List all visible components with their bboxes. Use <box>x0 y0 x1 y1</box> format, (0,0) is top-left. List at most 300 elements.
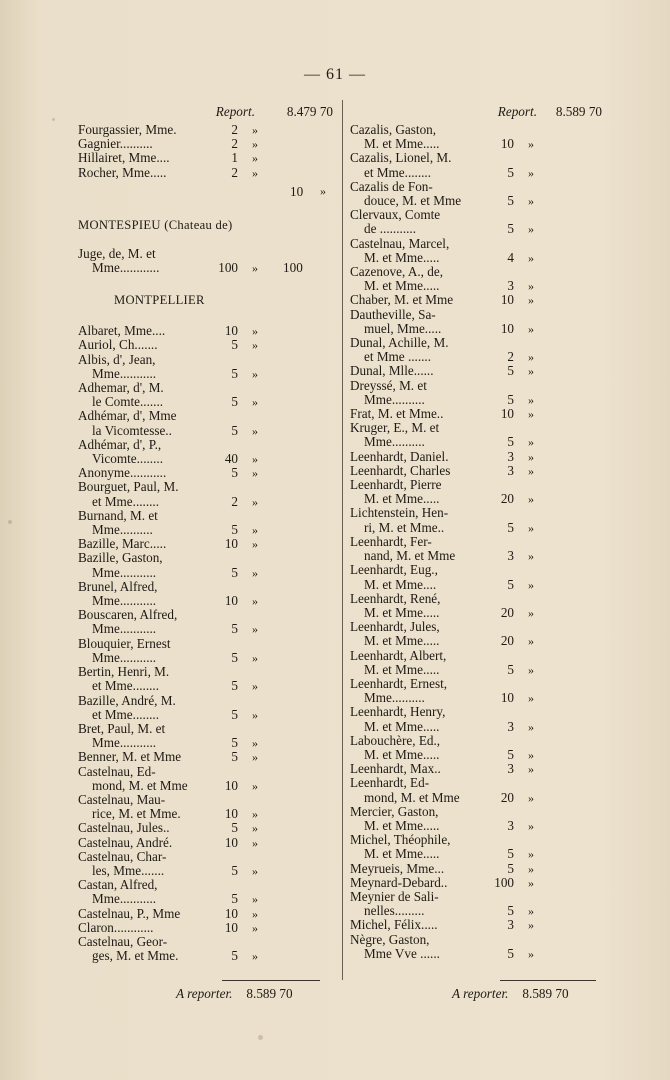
donor-name: Bazille, André, M. <box>78 692 176 708</box>
donor-entry <box>78 324 333 338</box>
donor-name-continuation: Mme Vve ...... <box>364 945 440 961</box>
donor-name: Castan, Alfred, <box>78 877 158 893</box>
donation-amount: 20 <box>500 491 514 507</box>
ditto-mark: » <box>528 407 534 422</box>
donor-entry <box>350 563 602 591</box>
donor-name: Mercier, Gaston, <box>350 803 439 819</box>
donation-amount: 5 <box>507 661 514 677</box>
section-heading: MONTPELLIER <box>114 293 205 308</box>
donor-entry <box>78 921 333 935</box>
ditto-mark: » <box>252 494 258 509</box>
donation-amount: 2 <box>231 164 238 180</box>
subtotal-line <box>78 180 333 206</box>
donor-name-continuation: M. et Mme..... <box>364 633 440 649</box>
donor-entry <box>350 421 602 449</box>
donor-name: Bertin, Henri, M. <box>78 664 170 680</box>
left-column <box>78 104 333 963</box>
carry-over-total: 8.589 70 <box>246 986 293 1001</box>
ditto-mark: » <box>528 222 534 237</box>
carry-over-label: A reporter. <box>176 986 233 1001</box>
carry-over-line <box>452 986 569 1002</box>
donor-entry <box>78 166 333 180</box>
donor-name-continuation: muel, Mme..... <box>364 320 442 336</box>
ditto-mark: » <box>252 750 258 765</box>
donor-entry <box>350 805 602 833</box>
donor-name-continuation: Mme........... <box>92 365 157 381</box>
donor-name-continuation: M. et Mme..... <box>364 817 440 833</box>
donor-entry <box>78 608 333 636</box>
donor-entry <box>78 353 333 381</box>
donor-entry <box>78 694 333 722</box>
donation-amount: 40 <box>224 451 238 467</box>
column-divider <box>342 100 343 980</box>
donor-entry <box>350 379 602 407</box>
ditto-mark: » <box>252 807 258 822</box>
donor-entry <box>78 665 333 693</box>
donor-name-continuation: Mme........... <box>92 564 157 580</box>
total-rule <box>222 980 320 981</box>
donation-amount: 5 <box>507 164 514 180</box>
donor-entry <box>78 247 333 275</box>
donation-amount: 10 <box>224 806 238 822</box>
donor-name: Dautheville, Sa- <box>350 306 436 322</box>
ditto-mark: » <box>252 906 258 921</box>
donor-name-continuation: le Comte....... <box>92 394 164 410</box>
ditto-mark: » <box>528 918 534 933</box>
donation-amount: 10 <box>224 536 238 552</box>
donation-amount: 5 <box>507 576 514 592</box>
ditto-mark: » <box>528 165 534 180</box>
donor-entry <box>78 722 333 750</box>
donor-entry <box>350 762 602 776</box>
donor-name: Castelnau, P., Mme <box>78 905 181 921</box>
donor-name: Castelnau, Ed- <box>78 763 156 779</box>
ditto-mark: » <box>252 707 258 722</box>
report-label: Report. <box>497 104 537 119</box>
donor-name: Leenhardt, Ed- <box>350 775 430 791</box>
donor-name: Albaret, Mme.... <box>78 323 166 339</box>
ditto-mark: » <box>252 892 258 907</box>
donor-name: Meyrueis, Mme... <box>350 860 445 876</box>
donor-name: Frat, M. et Mme.. <box>350 406 444 422</box>
ditto-mark: » <box>528 605 534 620</box>
donor-name: Leenhardt, Max.. <box>350 761 441 777</box>
ditto-mark: » <box>252 622 258 637</box>
donation-amount: 5 <box>507 860 514 876</box>
paper-blemish <box>52 118 55 121</box>
donor-entry <box>350 876 602 890</box>
donation-amount: 10 <box>224 834 238 850</box>
donor-entry <box>78 381 333 409</box>
ditto-mark: » <box>252 949 258 964</box>
ditto-mark: » <box>528 435 534 450</box>
donation-amount: 5 <box>231 422 238 438</box>
ditto-mark: » <box>528 904 534 919</box>
donor-name-continuation: Mme.......... <box>364 391 425 407</box>
donation-amount: 10 <box>500 690 514 706</box>
donor-name-continuation: douce, M. et Mme <box>364 193 462 209</box>
donor-entry <box>350 151 602 179</box>
ditto-mark: » <box>252 778 258 793</box>
donor-name-continuation: M. et Mme.... <box>364 576 437 592</box>
donor-name: Leenhardt, Pierre <box>350 477 442 493</box>
donor-entry <box>78 537 333 551</box>
donor-entry <box>350 364 602 378</box>
donor-entry <box>350 464 602 478</box>
ditto-mark: » <box>528 137 534 152</box>
ditto-mark: » <box>528 790 534 805</box>
ditto-mark: » <box>252 165 258 180</box>
donation-amount: 5 <box>507 519 514 535</box>
donor-name: Meynard-Debard.. <box>350 874 448 890</box>
donation-amount: 2 <box>231 136 238 152</box>
donation-amount: 5 <box>231 948 238 964</box>
donor-name-continuation: M. et Mme..... <box>364 661 440 677</box>
ditto-mark: » <box>528 875 534 890</box>
donor-name-continuation: et Mme ....... <box>364 349 432 365</box>
ditto-mark: » <box>252 423 258 438</box>
donor-name: Dreyssé, M. et <box>350 377 427 393</box>
donor-name-continuation: Mme........... <box>92 649 157 665</box>
donor-entry <box>78 123 333 137</box>
donor-entry <box>350 705 602 733</box>
ditto-mark: » <box>252 920 258 935</box>
ditto-mark: » <box>528 549 534 564</box>
donor-list <box>78 324 333 963</box>
donor-name: Leenhardt, Charles <box>350 462 451 478</box>
donor-name: Brunel, Alfred, <box>78 578 158 594</box>
donor-name-continuation: M. et Mme..... <box>364 136 440 152</box>
donor-name-continuation: M. et Mme..... <box>364 846 440 862</box>
carry-over-label: A reporter. <box>452 986 509 1001</box>
paper-blemish <box>8 520 12 524</box>
donor-name: Leenhardt, Eug., <box>350 562 438 578</box>
donation-amount: 10 <box>224 905 238 921</box>
donor-name: Blouquier, Ernest <box>78 635 171 651</box>
donation-amount: 20 <box>500 789 514 805</box>
donor-name-continuation: Mme........... <box>92 891 157 907</box>
donor-entry <box>350 293 602 307</box>
right-column <box>350 104 602 961</box>
donor-name: Rocher, Mme..... <box>78 164 167 180</box>
donor-name: Labouchère, Ed., <box>350 732 441 748</box>
donation-amount: 5 <box>231 891 238 907</box>
ditto-mark: » <box>528 861 534 876</box>
donor-name-continuation: Mme.......... <box>364 434 425 450</box>
donor-entry <box>350 208 602 236</box>
donation-amount: 3 <box>507 448 514 464</box>
donor-name: Anonyme........... <box>78 465 167 481</box>
donation-amount: 3 <box>507 817 514 833</box>
donor-name: Lichtenstein, Hen- <box>350 505 449 521</box>
donor-name-continuation: nand, M. et Mme <box>364 548 456 564</box>
ditto-mark: » <box>252 679 258 694</box>
donor-list <box>350 123 602 961</box>
donor-name: Bazille, Marc..... <box>78 536 167 552</box>
donation-amount: 5 <box>231 522 238 538</box>
donor-entry <box>78 750 333 764</box>
ditto-mark: » <box>252 123 258 137</box>
donor-name: Michel, Théophile, <box>350 832 451 848</box>
donor-entry <box>350 336 602 364</box>
donor-name-continuation: mond, M. et Mme <box>92 777 188 793</box>
donor-name-continuation: Mme........... <box>92 735 157 751</box>
ditto-mark: » <box>528 293 534 308</box>
carry-over-total: 8.589 70 <box>522 986 569 1001</box>
donor-name: Cazalis de Fon- <box>350 178 433 194</box>
donor-entry <box>350 776 602 804</box>
donation-amount: 1 <box>231 150 238 166</box>
donation-amount: 5 <box>231 678 238 694</box>
total-rule <box>500 980 596 981</box>
ditto-mark: » <box>528 392 534 407</box>
donation-amount: 5 <box>231 365 238 381</box>
ditto-mark: » <box>528 321 534 336</box>
donor-name: Adhemar, d', M. <box>78 380 164 396</box>
subtotal-value: 10 <box>290 183 304 199</box>
donor-name: Castelnau, Geor- <box>78 933 168 949</box>
ditto-mark: » <box>528 449 534 464</box>
ditto-mark: » <box>528 577 534 592</box>
donor-entry <box>350 237 602 265</box>
donation-amount: 5 <box>231 649 238 665</box>
paper-blemish <box>258 1035 263 1040</box>
donation-amount: 5 <box>507 434 514 450</box>
donor-entry <box>350 180 602 208</box>
donor-name-continuation: Vicomte........ <box>92 451 163 467</box>
donation-amount: 10 <box>224 919 238 935</box>
ditto-mark: » <box>528 250 534 265</box>
donor-entry <box>78 836 333 850</box>
donor-name: Bouscaren, Alfred, <box>78 607 178 623</box>
donor-name: Leenhardt, Ernest, <box>350 675 448 691</box>
donor-name: Adhémar, d', P., <box>78 436 162 452</box>
donor-name: Chaber, M. et Mme <box>350 292 454 308</box>
donor-name: Leenhardt, Jules, <box>350 619 440 635</box>
donor-entry <box>78 878 333 906</box>
donation-amount: 5 <box>507 193 514 209</box>
ditto-mark: » <box>252 395 258 410</box>
donor-name: Bourguet, Paul, M. <box>78 479 179 495</box>
donor-name: Cazalis, Lionel, M. <box>350 150 452 166</box>
donor-name: Castelnau, André. <box>78 834 173 850</box>
donor-name: Clervaux, Comte <box>350 207 441 223</box>
donation-amount: 4 <box>507 249 514 265</box>
ditto-mark: » <box>528 691 534 706</box>
donor-name: Leenhardt, Daniel. <box>350 448 449 464</box>
donor-entry <box>78 907 333 921</box>
donation-amount: 5 <box>231 621 238 637</box>
donor-entry <box>350 478 602 506</box>
donor-entry <box>350 407 602 421</box>
donor-entry <box>350 123 602 151</box>
donor-name-continuation: et Mme........ <box>364 164 432 180</box>
donation-amount: 5 <box>507 746 514 762</box>
donor-name: Hillairet, Mme.... <box>78 150 170 166</box>
ditto-mark: » <box>528 194 534 209</box>
report-total: 8.589 70 <box>555 104 602 119</box>
donation-amount: 5 <box>231 749 238 765</box>
donor-entry <box>78 850 333 878</box>
donor-name-continuation: Mme.......... <box>364 690 425 706</box>
donation-amount: 5 <box>507 945 514 961</box>
donation-amount: 5 <box>231 706 238 722</box>
donor-name: Leenhardt, René, <box>350 590 441 606</box>
donor-name: Meynier de Sali- <box>350 888 439 904</box>
donation-amount: 10 <box>500 406 514 422</box>
donor-name-continuation: M. et Mme..... <box>364 746 440 762</box>
donor-list <box>78 123 333 180</box>
ditto-mark: » <box>528 463 534 478</box>
donor-name-continuation: Mme........... <box>92 621 157 637</box>
donor-name: Fourgassier, Mme. <box>78 122 177 137</box>
donor-name: Castelnau, Char- <box>78 848 167 864</box>
donation-amount: 5 <box>231 337 238 353</box>
donor-entry <box>78 480 333 508</box>
donor-name-continuation: la Vicomtesse.. <box>92 422 172 438</box>
donor-entry <box>350 649 602 677</box>
donor-name: Juge, de, M. et <box>78 245 156 261</box>
donor-name: Bazille, Gaston, <box>78 550 163 566</box>
donor-name-continuation: ri, M. et Mme.. <box>364 519 445 535</box>
donation-amount: 3 <box>507 917 514 933</box>
donation-amount: 5 <box>231 564 238 580</box>
donor-name: Leenhardt, Henry, <box>350 704 446 720</box>
ditto-mark: » <box>528 719 534 734</box>
ditto-mark: » <box>252 565 258 580</box>
ditto-mark: » <box>252 151 258 166</box>
donor-name: Castelnau, Mau- <box>78 791 166 807</box>
ditto-mark: » <box>528 364 534 379</box>
donor-name: Gagnier.......... <box>78 136 153 152</box>
donation-amount: 5 <box>507 221 514 237</box>
donor-entry <box>78 821 333 835</box>
ditto-mark: » <box>252 338 258 353</box>
ditto-mark: » <box>252 537 258 552</box>
donor-entry <box>78 637 333 665</box>
ditto-mark: » <box>528 847 534 862</box>
donation-amount: 100 <box>494 874 514 890</box>
ditto-mark: » <box>252 863 258 878</box>
donor-name: Cazalis, Gaston, <box>350 122 437 137</box>
donor-name-continuation: M. et Mme..... <box>364 491 440 507</box>
ditto-mark: » <box>252 261 258 276</box>
ditto-mark: » <box>528 747 534 762</box>
donor-entry <box>350 620 602 648</box>
ditto-mark: » <box>528 350 534 365</box>
ditto-mark: » <box>528 520 534 535</box>
donor-name: Kruger, E., M. et <box>350 420 440 436</box>
donation-amount: 10 <box>224 323 238 339</box>
donor-entry <box>350 677 602 705</box>
donor-name-continuation: et Mme........ <box>92 706 160 722</box>
donation-amount: 10 <box>500 320 514 336</box>
ditto-mark: » <box>252 594 258 609</box>
donor-name-continuation: Mme.......... <box>92 522 153 538</box>
donor-entry <box>78 580 333 608</box>
donor-name: Claron............ <box>78 919 154 935</box>
donor-entry <box>78 935 333 963</box>
section-total: 100 <box>283 260 303 276</box>
donor-entry <box>78 466 333 480</box>
donation-amount: 5 <box>231 820 238 836</box>
donor-name-continuation: et Mme........ <box>92 493 160 509</box>
donor-entry <box>350 265 602 293</box>
donation-amount: 3 <box>507 462 514 478</box>
donor-entry <box>78 151 333 165</box>
donor-name: Bret, Paul, M. et <box>78 720 166 736</box>
donor-entry <box>350 535 602 563</box>
donor-entry <box>350 862 602 876</box>
donor-name-continuation: mond, M. et Mme <box>364 789 460 805</box>
donation-amount: 5 <box>231 394 238 410</box>
donation-amount: 5 <box>507 903 514 919</box>
donor-entry <box>350 506 602 534</box>
ditto-mark: » <box>528 492 534 507</box>
ditto-mark: » <box>252 523 258 538</box>
ditto-mark: » <box>252 821 258 836</box>
donor-entry <box>350 918 602 932</box>
donation-amount: 10 <box>224 593 238 609</box>
ditto-mark: » <box>528 634 534 649</box>
subtotal-mark: » <box>320 183 326 198</box>
ditto-mark: » <box>252 650 258 665</box>
donor-name: Auriol, Ch....... <box>78 337 158 353</box>
donor-name: Adhémar, d', Mme <box>78 408 177 424</box>
donation-amount: 10 <box>224 777 238 793</box>
donor-entry <box>350 450 602 464</box>
donor-name-continuation: et Mme........ <box>92 678 160 694</box>
report-total: 8.479 70 <box>286 104 333 119</box>
ditto-mark: » <box>528 946 534 961</box>
donor-name: Castelnau, Jules.. <box>78 820 170 836</box>
carried-forward-line <box>350 104 602 123</box>
donor-name: Leenhardt, Albert, <box>350 647 447 663</box>
donor-entry <box>78 509 333 537</box>
donation-amount: 5 <box>231 735 238 751</box>
ditto-mark: » <box>252 324 258 339</box>
donor-entry <box>78 338 333 352</box>
donation-amount: 5 <box>231 862 238 878</box>
donor-name-continuation: M. et Mme..... <box>364 249 440 265</box>
donor-entry <box>350 833 602 861</box>
donation-amount: 20 <box>500 604 514 620</box>
donor-entry <box>350 308 602 336</box>
donation-amount: 3 <box>507 761 514 777</box>
donation-amount: 3 <box>507 718 514 734</box>
donor-name-continuation: Mme........... <box>92 593 157 609</box>
donation-amount: 3 <box>507 278 514 294</box>
donor-name: Cazenove, A., de, <box>350 264 444 280</box>
carry-over-line <box>176 986 293 1002</box>
donor-entry <box>78 551 333 579</box>
donor-entry <box>78 793 333 821</box>
donor-name-continuation: ges, M. et Mme. <box>92 948 179 964</box>
donor-name: Nègre, Gaston, <box>350 931 430 947</box>
page-number: — 61 — <box>304 66 366 83</box>
donor-entry <box>78 409 333 437</box>
ditto-mark: » <box>252 835 258 850</box>
donor-name-continuation: rice, M. et Mme. <box>92 806 181 822</box>
donation-amount: 3 <box>507 548 514 564</box>
donor-name: Castelnau, Marcel, <box>350 235 450 251</box>
ditto-mark: » <box>528 818 534 833</box>
donation-amount: 10 <box>500 136 514 152</box>
ditto-mark: » <box>252 466 258 481</box>
ditto-mark: » <box>252 736 258 751</box>
donation-amount: 100 <box>218 260 238 276</box>
donor-entry <box>78 137 333 151</box>
